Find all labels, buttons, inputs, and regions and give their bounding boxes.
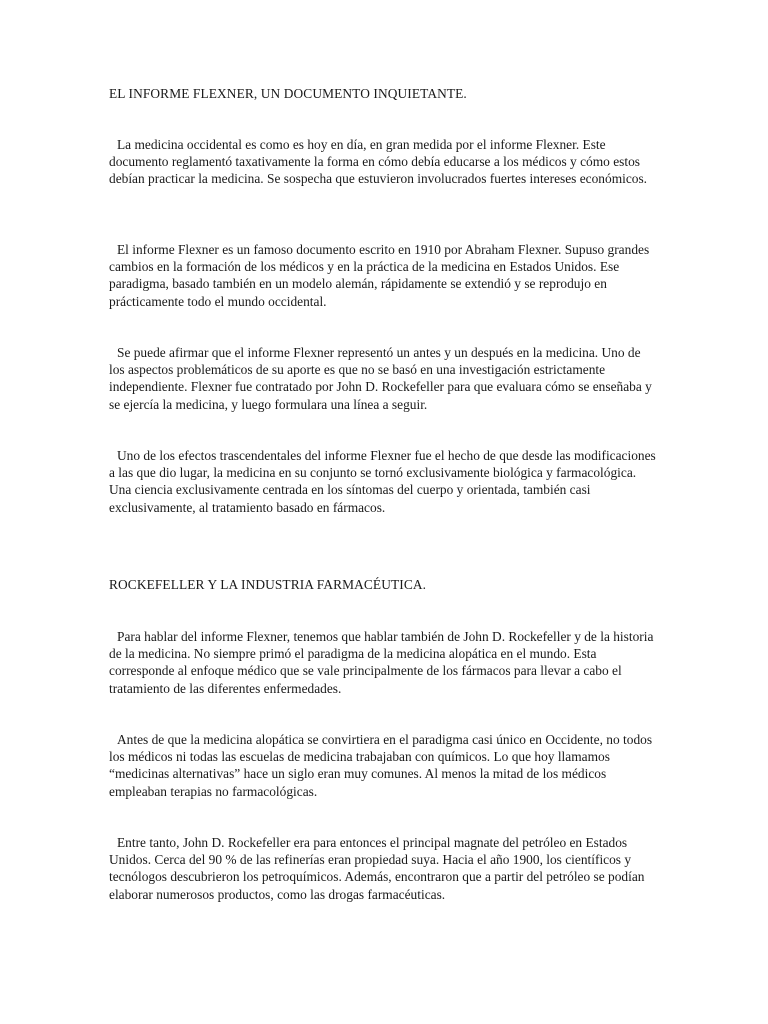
paragraph: El informe Flexner es un famoso documento escrito en 1910 por Abraham Flexner. Supuso grandes cambios en la formación de los médicos y en la práctica de la medicina en Estados Unidos. Ese paradigma, basado también en un modelo alemán, rápidamente se extendió y se reprodujo en prácticamente todo el mundo occidental.	[109, 242, 650, 309]
paragraph: Entre tanto, John D. Rockefeller era para entonces el principal magnate del petróleo en Estados Unidos. Cerca del 90 % de las refinerías eran propiedad suya. Hacia el año 1900, los científicos y tecnólogos descubrieron los petroquímicos. Además, encontraron que a partir del petróleo se podían elaborar numerosos productos, como las drogas farmacéuticas.	[109, 835, 645, 902]
paragraph: Para hablar del informe Flexner, tenemos que hablar también de John D. Rockefeller y de la historia de la medicina. No siempre primó el paradigma de la medicina alopática en el mundo. Esta corresponde al enfoque médico que se vale principalmente de los fármacos para llevar a cabo el tratamiento de las diferentes enfermedades.	[109, 629, 654, 696]
paragraph: Uno de los efectos trascendentales del informe Flexner fue el hecho de que desde las modificaciones a las que dio lugar, la medicina en su conjunto se tornó exclusivamente biológica y farmacológica. Una ciencia exclusivamente centrada en los síntomas del cuerpo y orientada, también casi exclusivamente, al tratamiento basado en fármacos.	[109, 448, 656, 515]
paragraph: La medicina occidental es como es hoy en día, en gran medida por el informe Flexner. Este documento reglamentó taxativamente la forma en cómo debía educarse a los médicos y cómo estos debían practicar la medicina. Se sospecha que estuvieron involucrados fuertes intereses económicos.	[109, 137, 648, 187]
paragraph: Se puede afirmar que el informe Flexner representó un antes y un después en la medicina. Uno de los aspectos problemáticos de su aporte es que no se basó en una investigación estrictamente independiente. Flexner fue contratado por John D. Rockefeller para que evaluara cómo se enseñaba y se ejercía la medicina, y luego formulara una línea a seguir.	[109, 345, 652, 412]
section-heading-flexner-report: EL INFORME FLEXNER, UN DOCUMENTO INQUIETANTE.	[109, 86, 467, 101]
paragraph: Antes de que la medicina alopática se convirtiera en el paradigma casi único en Occidente, no todos los médicos ni todas las escuelas de medicina trabajaban con químicos. Lo que hoy llamamos “medicinas alternativas” hace un siglo eran muy comunes. Al menos la mitad de los médicos empleaban terapias no farmacológicas.	[109, 732, 653, 799]
section-heading-rockefeller: ROCKEFELLER Y LA INDUSTRIA FARMACÉUTICA.	[109, 577, 427, 592]
